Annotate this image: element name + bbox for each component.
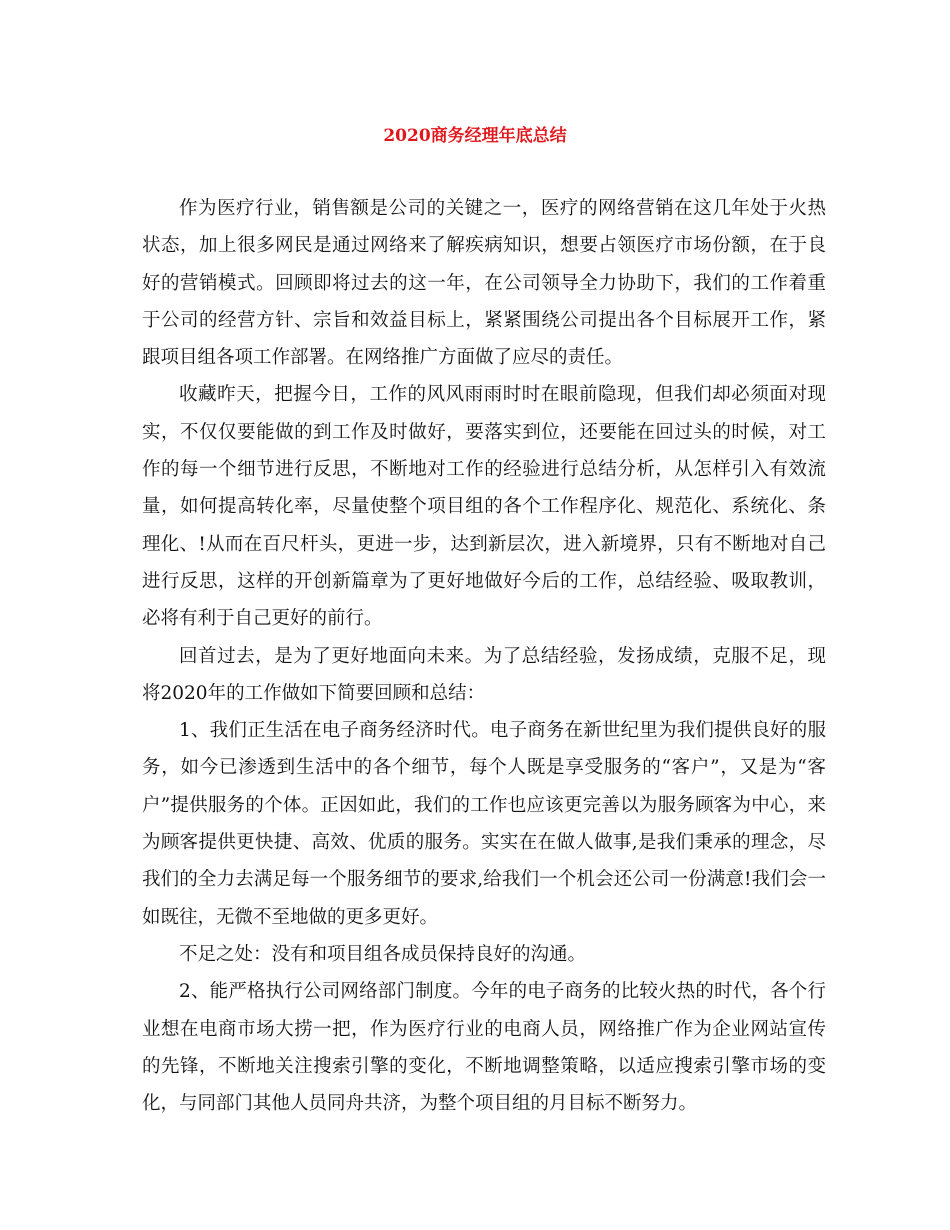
document-title: 2020商务经理年底总结 (383, 126, 567, 146)
paragraph-review: 回首过去，是为了更好地面向未来。为了总结经验，发扬成绩，克服不足，现将2020年的工作做如下简要回顾和总结： (142, 645, 826, 704)
document-body (142, 190, 826, 1122)
paragraph-point-1: 1、我们正生活在电子商务经济时代。电子商务在新世纪里为我们提供良好的服务，如今已渗透到生活中的各个细节，每个人既是享受服务的“客户”，又是为“客户”提供服务的个体。正因如此，我们的工作也应该更完善以为服务顾客为中心，来为顾客提供更快捷、高效、优质的服务。实实在在做人做事,是我们秉承的理念，尽我们的全力去满足每一个服务细节的要求,给我们一个机会还公司一份满意!我们会一如既往，无微不至地做的更多更好。 (142, 720, 826, 928)
paragraph-intro: 作为医疗行业，销售额是公司的关键之一，医疗的网络营销在这几年处于火热状态，加上很多网民是通过网络来了解疾病知识，想要占领医疗市场份额，在于良好的营销模式。回顾即将过去的这一年，在公司领导全力协助下，我们的工作着重于公司的经营方针、宗旨和效益目标上，紧紧围绕公司提出各个目标展开工作，紧跟项目组各项工作部署。在网络推广方面做了应尽的责任。 (142, 198, 826, 369)
paragraph-reflection: 收藏昨天，把握今日，工作的风风雨雨时时在眼前隐现，但我们却必须面对现实，不仅仅要能做的到工作及时做好，要落实到位，还要能在回过头的时候，对工作的每一个细节进行反思，不断地对工作的经验进行总结分析，从怎样引入有效流量，如何提高转化率，尽量使整个项目组的各个工作程序化、规范化、系统化、条理化、!从而在百尺杆头，更进一步，达到新层次，进入新境界，只有不断地对自己进行反思，这样的开创新篇章为了更好地做好今后的工作，总结经验、吸取教训，必将有利于自己更好的前行。 (142, 384, 826, 630)
paragraph-shortcoming: 不足之处：没有和项目组各成员保持良好的沟通。 (179, 943, 587, 965)
paragraph-point-2: 2、能严格执行公司网络部门制度。今年的电子商务的比较火热的时代，各个行业想在电商市场大捞一把，作为医疗行业的电商人员，网络推广作为企业网站宣传的先锋，不断地关注搜索引擎的变化，不断地调整策略，以适应搜索引擎市场的变化，与同部门其他人员同舟共济，为整个项目组的月目标不断努力。 (142, 981, 826, 1115)
